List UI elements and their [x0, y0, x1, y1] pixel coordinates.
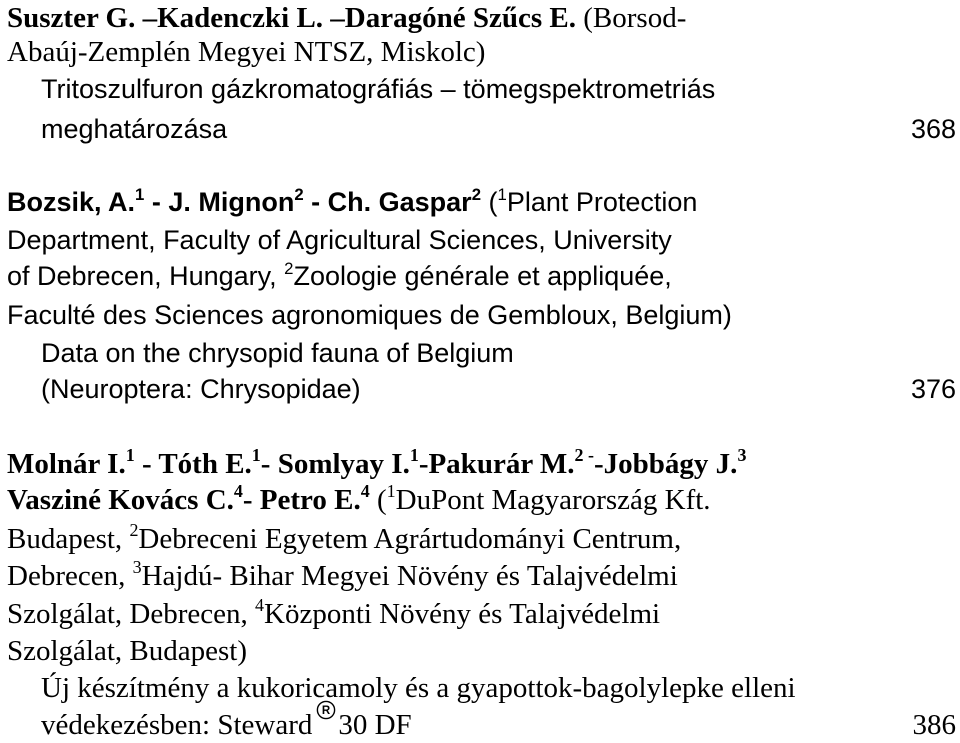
entry-2-affiliation-line-3 [7, 258, 672, 294]
entry-3-author-6-sup: 4 [233, 481, 243, 502]
entry-3-author-5: -Jobbágy J. [594, 448, 738, 480]
entry-1-page-number: 368 [910, 114, 956, 144]
entry-2-affil-3-pre: of Debrecen, Hungary, [7, 261, 285, 291]
entry-2-author-2: - J. Mignon [144, 187, 295, 217]
entry-1-authors: Suszter G. –Kadenczki L. –Daragóné Szűcs E. [7, 2, 576, 34]
entry-3-affil-sup: 1 [386, 481, 396, 502]
entry-3-affiliation-line-4 [7, 558, 678, 594]
entry-3-author-5-sup: 3 [737, 445, 747, 466]
entry-3-affil-3-pre: Budapest, [7, 523, 130, 555]
entry-3-title-line-1: Új készítmény a kukoricamoly és a gyapottok-bagolylepke elleni [41, 672, 796, 704]
entry-2-open-paren: ( [481, 187, 498, 217]
entry-3-affiliation-line-3 [7, 521, 681, 557]
entry-3-author-2: - Tóth E. [134, 448, 252, 480]
entry-2-title-line-1: Data on the chrysopid fauna of Belgium [41, 338, 514, 368]
entry-1-title-line-1: Tritoszulfuron gázkromatográfiás – tömegspektrometriás [41, 74, 716, 104]
entry-2-author-2-sup: 2 [294, 185, 304, 205]
entry-3-affiliation-line-5 [7, 596, 660, 632]
entry-3-title-2-pre: védekezésben: Steward [41, 709, 313, 741]
entry-2-author-3-sup: 2 [471, 185, 481, 205]
entry-3-author-7: - Petro E. [242, 484, 361, 516]
entry-3-page-number: 386 [912, 709, 956, 741]
entry-3-author-1-sup: 1 [125, 445, 135, 466]
entry-2-author-1-sup: 1 [135, 185, 145, 205]
entry-2-page-number: 376 [910, 374, 956, 404]
entry-1-authors-line [7, 0, 686, 36]
entry-3-affil-5-post: Központi Növény és Talajvédelmi [264, 598, 661, 630]
entry-2-affiliation-line-2: Department, Faculty of Agricultural Sciences, University [7, 225, 672, 255]
entry-3-affil-3-post: Debreceni Egyetem Agrártudományi Centrum, [138, 523, 682, 555]
entry-3-author-4-sup: 2 - [574, 445, 595, 466]
entry-1-title-line-2: meghatározása [41, 114, 228, 144]
entry-3-author-2-sup: 1 [251, 445, 261, 466]
entry-3-affil-5-sup: 4 [255, 595, 264, 616]
entry-2-affil-3-sup: 2 [284, 259, 294, 279]
entry-3-affil-5-pre: Szolgálat, Debrecen, [7, 598, 256, 630]
entry-2-affiliation-line-4: Faculté des Sciences agronomiques de Gembloux, Belgium) [7, 300, 732, 330]
registered-trademark-icon [316, 700, 336, 720]
entry-3-open-paren: ( [369, 484, 387, 516]
entry-3-author-7-sup: 4 [360, 481, 370, 502]
entry-3-authors-line-1 [7, 446, 746, 482]
entry-3-affil-4-pre: Debrecen, [7, 560, 133, 592]
entry-3-author-1: Molnár I. [7, 448, 126, 480]
entry-3-affil-4-post: Hajdú- Bihar Megyei Növény és Talajvédelmi [141, 560, 678, 592]
entry-3-affil-4-sup: 3 [132, 557, 142, 578]
entry-2-affiliation-start: Plant Protection [506, 187, 698, 217]
entry-3-affiliation-line-6: Szolgálat, Budapest) [7, 635, 248, 667]
entry-3-author-4: -Pakurár M. [418, 448, 575, 480]
entry-1-affiliation: Abaúj-Zemplén Megyei NTSZ, Miskolc) [7, 36, 486, 68]
entry-2-author-1: Bozsik, A. [7, 187, 136, 217]
entry-3-affiliation-start: DuPont Magyarország Kft. [395, 484, 711, 516]
entry-2-affil-sup: 1 [497, 185, 507, 205]
entry-2-authors-line [7, 184, 697, 220]
entry-1-affiliation-start: (Borsod- [576, 2, 687, 34]
entry-2-author-3: - Ch. Gaspar [303, 187, 472, 217]
entry-3-author-6: Vasziné Kovács C. [7, 484, 234, 516]
entry-2-title-line-2: (Neuroptera: Chrysopidae) [41, 374, 361, 404]
entry-3-title-2-post: 30 DF [338, 709, 412, 741]
entry-3-author-3-sup: 1 [409, 445, 419, 466]
entry-3-authors-line-2 [7, 482, 711, 518]
entry-2-affil-3-post: Zoologie générale et appliquée, [293, 261, 672, 291]
svg-text:R: R [322, 705, 331, 718]
entry-3-author-3: - Somlyay I. [260, 448, 410, 480]
entry-3-affil-3-sup: 2 [129, 520, 139, 541]
